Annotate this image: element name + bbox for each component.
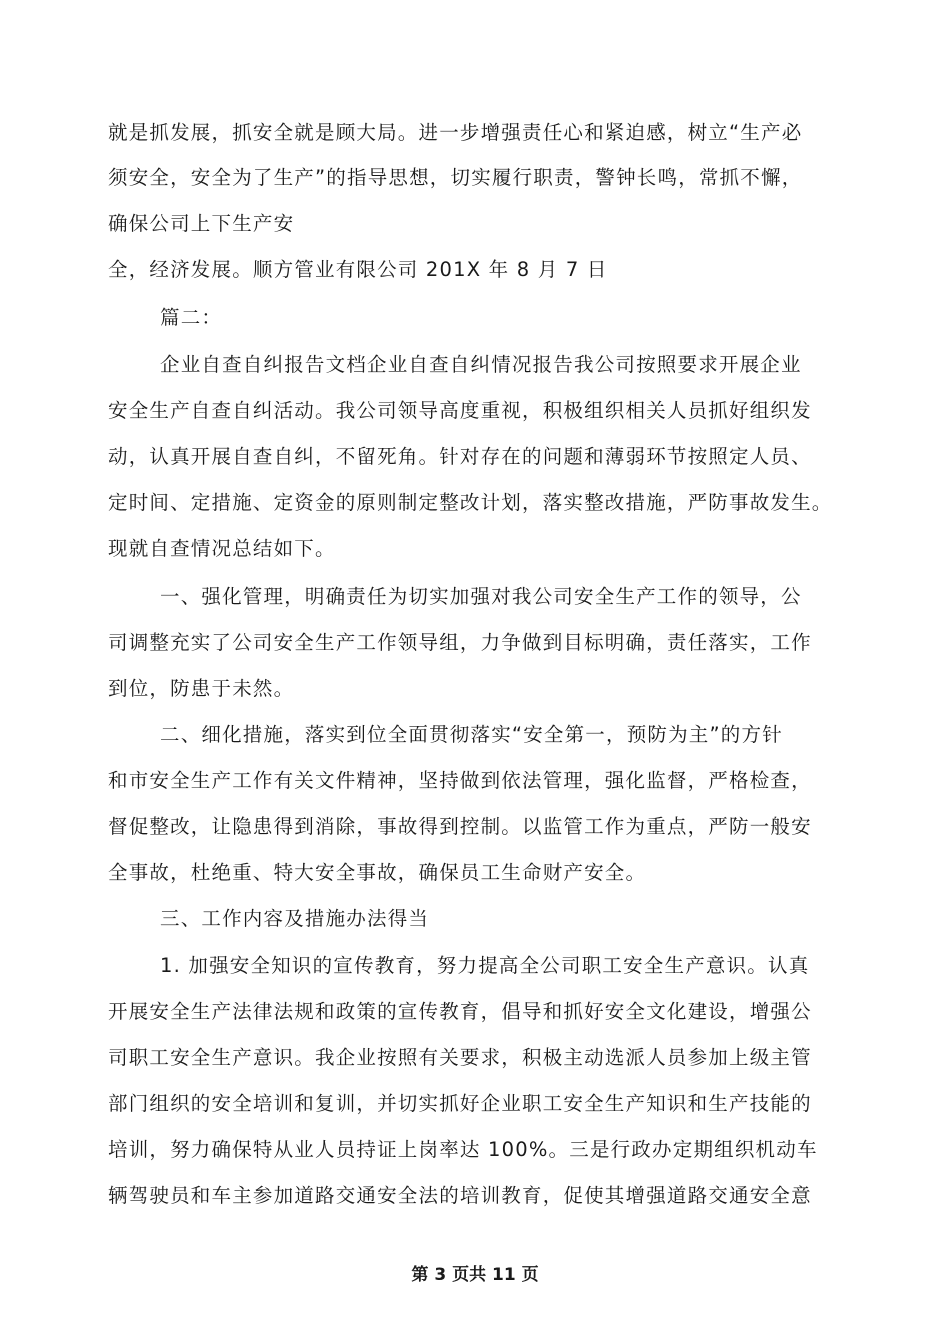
text-line: 安全生产自查自纠活动。我公司领导高度重视，积极组织相关人员抓好组织发 xyxy=(108,399,812,422)
page-number-footer: 第 3 页共 11 页 xyxy=(411,1265,539,1285)
text-line: 督促整改，让隐患得到消除，事故得到控制。以监管工作为重点，严防一般安 xyxy=(108,815,812,838)
text-line: 司职工安全生产意识。我企业按照有关要求，积极主动选派人员参加上级主管 xyxy=(108,1046,812,1069)
text-line: 司调整充实了公司安全生产工作领导组，力争做到目标明确，责任落实，工作 xyxy=(108,631,812,654)
text-line: 二、细化措施，落实到位全面贯彻落实“安全第一，预防为主”的方针 xyxy=(160,723,783,746)
text-line: 确保公司上下生产安 xyxy=(108,212,295,235)
text-line: 培训，努力确保特从业人员持证上岗率达 100%。三是行政办定期组织机动车 xyxy=(108,1138,818,1161)
text-line: 现就自查情况总结如下。 xyxy=(108,537,336,560)
text-line: 全事故，杜绝重、特大安全事故，确保员工生命财产安全。 xyxy=(108,861,647,884)
text-line: 辆驾驶员和车主参加道路交通安全法的培训教育，促使其增强道路交通安全意 xyxy=(108,1184,812,1207)
text-line: 动，认真开展自查自纠，不留死角。针对存在的问题和薄弱环节按照定人员、 xyxy=(108,445,812,468)
text-line: 开展安全生产法律法规和政策的宣传教育，倡导和抓好安全文化建设，增强公 xyxy=(108,1000,812,1023)
text-line: 全，经济发展。顺方管业有限公司 201X 年 8 月 7 日 xyxy=(108,258,608,281)
text-line: 1. 加强安全知识的宣传教育，努力提高全公司职工安全生产意识。认真 xyxy=(160,954,810,977)
text-line: 企业自查自纠报告文档企业自查自纠情况报告我公司按照要求开展企业 xyxy=(160,353,802,376)
text-line: 部门组织的安全培训和复训，并切实抓好企业职工安全生产知识和生产技能的 xyxy=(108,1092,812,1115)
section-heading: 篇二： xyxy=(160,306,223,329)
text-line: 到位，防患于未然。 xyxy=(108,677,295,700)
text-line: 就是抓发展，抓安全就是顾大局。进一步增强责任心和紧迫感，树立“生产必 xyxy=(108,121,803,144)
section-heading: 三、工作内容及措施办法得当 xyxy=(160,907,430,930)
text-line: 和市安全生产工作有关文件精神，坚持做到依法管理，强化监督，严格检查， xyxy=(108,769,812,792)
text-line: 须安全，安全为了生产”的指导思想，切实履行职责，警钟长鸣，常抓不懈， xyxy=(108,166,803,189)
text-line: 定时间、定措施、定资金的原则制定整改计划，落实整改措施，严防事故发生。 xyxy=(108,491,833,514)
text-line: 一、强化管理，明确责任为切实加强对我公司安全生产工作的领导，公 xyxy=(160,585,802,608)
